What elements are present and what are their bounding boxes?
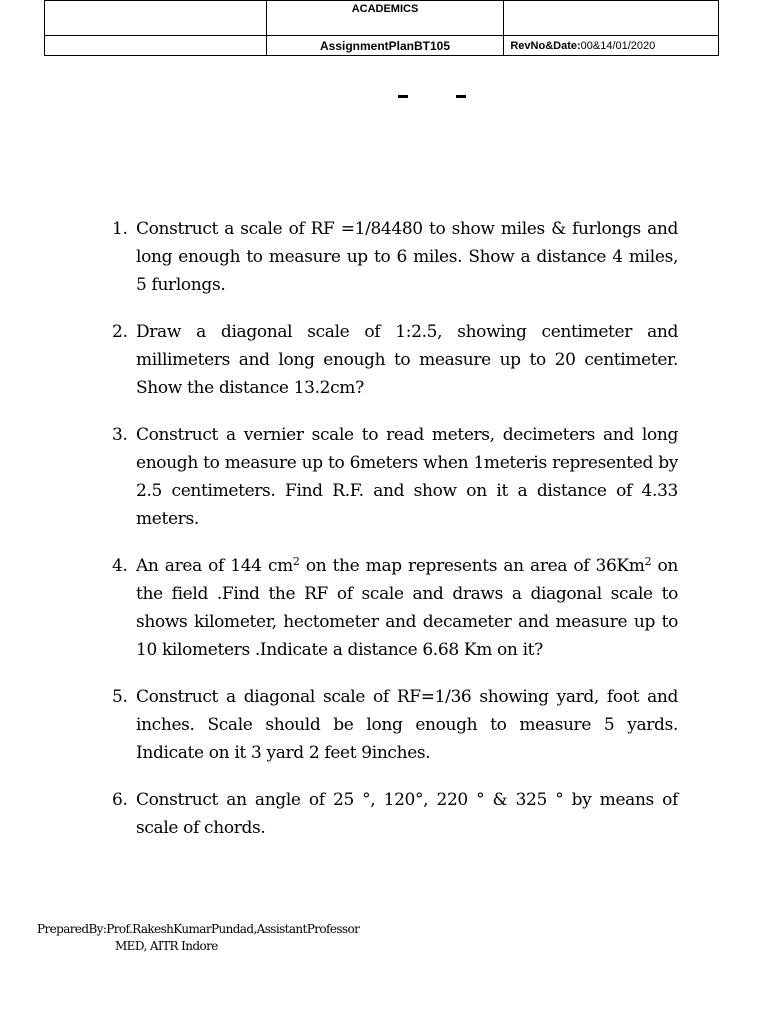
revision-value: 00&14/01/2020 bbox=[580, 39, 656, 52]
question-text-part: An area of 144 cm bbox=[136, 556, 293, 576]
separator-dash bbox=[456, 95, 466, 98]
question-number: 5. bbox=[112, 687, 128, 707]
prepared-by: PreparedBy:Prof.RakeshKumarPundad,AssistantProfessor bbox=[37, 922, 360, 936]
revision-label: RevNo&Date: bbox=[510, 39, 581, 52]
question-text bbox=[136, 556, 678, 660]
question-item bbox=[108, 786, 678, 842]
question-number: 6. bbox=[112, 790, 128, 810]
superscript: 2 bbox=[292, 555, 300, 568]
question-text: Construct a scale of RF =1/84480 to show miles & furlongs and long enough to measure up to 6 miles. Show a distance 4 miles, 5 furlongs. bbox=[136, 219, 678, 295]
question-text: Construct a diagonal scale of RF=1/36 showing yard, foot and inches. Scale should be long enough to measure 5 yards. Indicate on it 3 yard 2 feet 9inches. bbox=[136, 687, 678, 763]
question-text-part: on the field .Find the RF of scale and draws a diagonal scale to shows kilometer, hectometer and decameter and measure up to 10 kilometers .Indicate a distance 6.68 Km on it? bbox=[136, 556, 678, 660]
header-logo-cell bbox=[45, 1, 267, 36]
document-header-table bbox=[44, 0, 719, 56]
superscript: 2 bbox=[644, 555, 652, 568]
question-text-part: on the map represents an area of 36Km bbox=[299, 556, 645, 576]
header-plan-title: AssignmentPlanBT105 bbox=[266, 36, 504, 56]
footer-department: MED, AITR Indore bbox=[115, 939, 218, 953]
document-footer bbox=[37, 921, 359, 955]
header-blank-cell bbox=[45, 36, 267, 56]
question-list bbox=[108, 215, 678, 861]
question-number: 4. bbox=[112, 556, 128, 576]
question-number: 3. bbox=[112, 425, 128, 445]
question-text: Construct an angle of 25 °, 120°, 220 ° & 325 ° by means of scale of chords. bbox=[136, 790, 678, 838]
question-item bbox=[108, 552, 678, 664]
question-text: Construct a vernier scale to read meters, decimeters and long enough to measure up to 6meters when 1meteris represented by 2.5 centimeters. Find R.F. and show on it a distance of 4.33 meters. bbox=[136, 425, 678, 529]
question-item bbox=[108, 421, 678, 533]
separator-dash bbox=[398, 95, 408, 98]
question-number: 2. bbox=[112, 322, 128, 342]
question-text: Draw a diagonal scale of 1:2.5, showing centimeter and millimeters and long enough to measure up to 20 centimeter. Show the distance 13.2cm? bbox=[136, 322, 678, 398]
header-department: ACADEMICS bbox=[266, 1, 504, 36]
question-item bbox=[108, 318, 678, 402]
header-revision bbox=[504, 36, 719, 56]
question-item bbox=[108, 683, 678, 767]
question-number: 1. bbox=[112, 219, 128, 239]
header-empty-cell bbox=[504, 1, 719, 36]
question-item bbox=[108, 215, 678, 299]
